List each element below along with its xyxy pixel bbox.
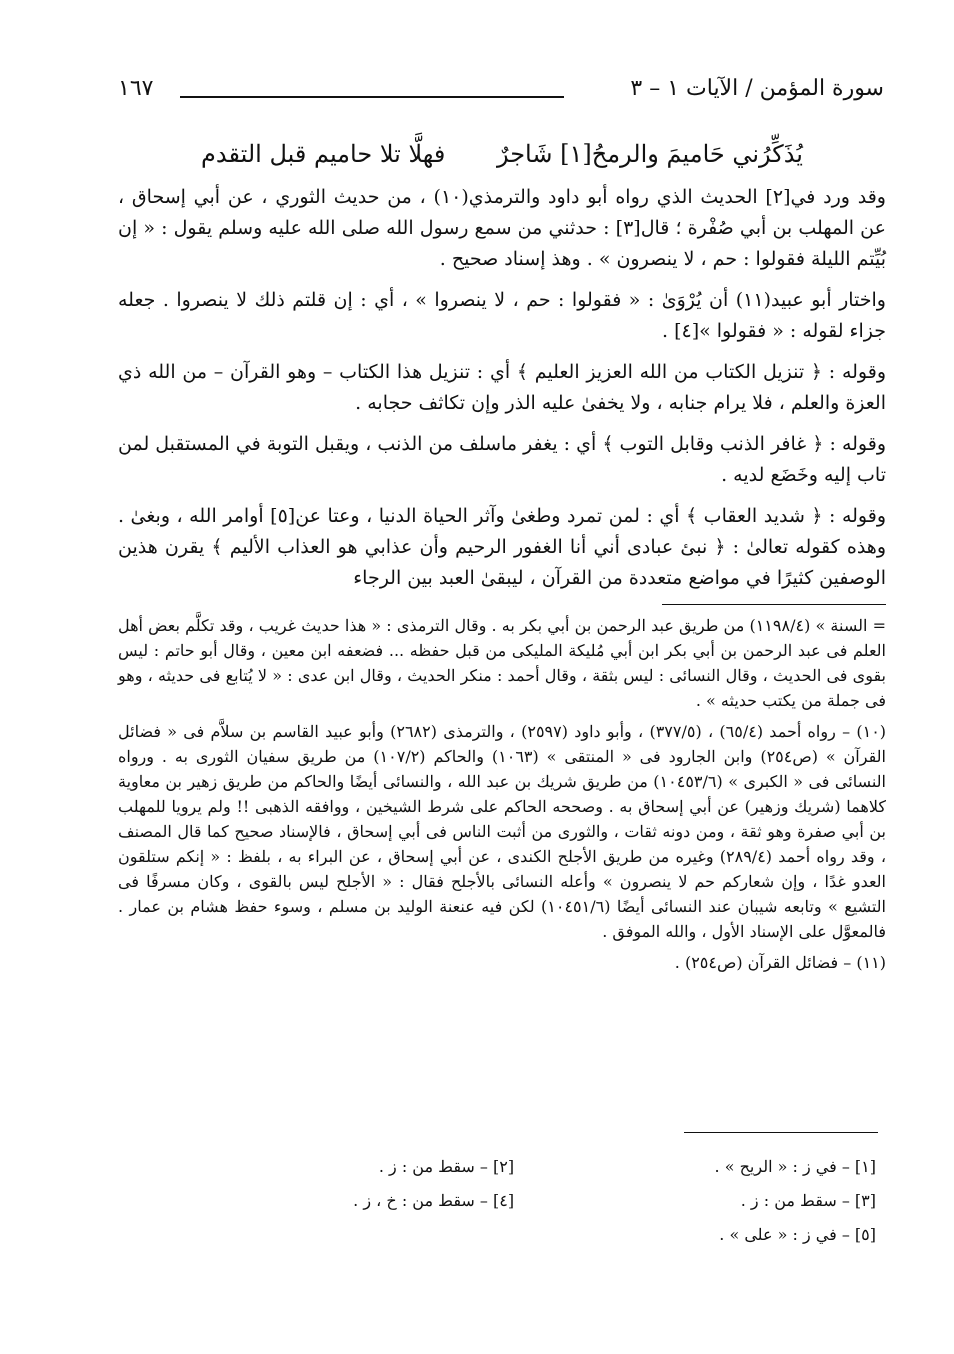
footnote-row <box>180 1184 876 1218</box>
paragraph-shadid: وقوله : ﴿ شديد العقاب ﴾ أي : لمن تمرد وطغىٰ وآثر الحياة الدنيا ، وعتا عن[٥] أوامر الله ، وبغىٰ . وهذه كقوله تعالىٰ : ﴿ نبئ عبادى أني أنا الغفور الرحيم وأن عذابي هو العذاب الأليم ﴾ يقرن هذين الوصفين كثيرًا في مواضع متعددة من القرآن ، ليبقىٰ العبد بين الرجاء <box>118 505 887 589</box>
paragraph-tanzil: وقوله : ﴿ تنزيل الكتاب من الله العزيز العليم ﴾ أي : تنزيل هذا الكتاب – وهو القرآن – من الله ذي العزة والعلم ، فلا يرام جنابه ، ولا يخفىٰ عليه الذر وإن تكاثف حجابه . <box>118 361 887 414</box>
notes-separator <box>662 604 886 605</box>
footnote-1: [١] – في ز : « الريح » . <box>714 1157 876 1176</box>
poetry-verse <box>118 130 886 178</box>
footnote-3: [٣] – سقط من : ز . <box>740 1191 876 1210</box>
footnote-5: [٥] – في ز : « على » . <box>719 1225 876 1244</box>
main-text <box>118 130 886 981</box>
paragraph-hadith: وقد ورد في[٢] الحديث الذي رواه أبو داود والترمذي(١٠) ، من حديث الثوري ، عن أبي إسحاق ، عن المهلب بن أبي صُفْرة ؛ قال[٣] : حدثني من سمع رسول الله صلى الله عليه وسلم يقول : « إن بُيِّتم الليلة فقولوا : حم ، لا ينصرون » . وهذ إسناد صحيح . <box>118 186 886 270</box>
footnote-empty <box>180 1218 514 1252</box>
verse-hemistich-2: فهلَّا تلا حاميم قبل التقدم <box>201 140 446 168</box>
note-continued: = السنة » (١١٩٨/٤) من طريق عبد الرحمن بن أبي بكر به . وقال الترمذى : « هذا حديث غريب ، وقد تكلَّم بعض أهل العلم فى عبد الرحمن بن أبي بكر ابن أبي مُليكة المليكى من قبل حفظه ... فضعفه ابن معين ، وقال أبو حاتم : ليس بقوى فى الحديث ، وقال النسائى : ليس بثقة ، وقال أحمد : منكر الحديث ، وقال ابن عدى : « لا يُتابع فى حديثه ، وهو فى جملة من يكتب حديثه » . <box>118 616 886 710</box>
footnote-2: [٢] – سقط من : ز . <box>378 1157 515 1176</box>
surah-title: سورة المؤمن / الآيات ١ – ٣ <box>630 76 884 101</box>
paragraph-ghafir: وقوله : ﴿ غافر الذنب وقابل التوب ﴾ أي : يغفر ماسلف من الذنب ، ويقبل التوبة في المستقبل لمن تاب إليه وخَضَع لديه . <box>118 433 886 486</box>
header-rule <box>180 96 564 98</box>
editorial-footnotes <box>180 1150 876 1252</box>
note-11: (١١) – فضائل القرآن (ص٢٥٤) . <box>674 953 886 972</box>
footnotes-rule <box>684 1132 878 1133</box>
footnote-row <box>180 1218 876 1252</box>
running-header <box>118 76 884 116</box>
page-number: ١٦٧ <box>118 76 154 101</box>
paragraph-abu-ubaid: واختار أبو عبيد(١١) أن يُرْوَىٰ : « فقولوا : حم ، لا ينصروا » ، أي : إن قلتم ذلك لا ينصروا . جعله جزاء لقوله : « فقولوا »[٤] . <box>118 289 886 342</box>
note-10: (١٠) – رواه أحمد (٦٥/٤) ، (٣٧٧/٥) ، وأبو داود (٢٥٩٧) ، والترمذى (٢٦٨٢) وأبو عبيد القاسم بن سلاَّم فى « فضائل القرآن » (ص٢٥٤) وابن الجارود فى « المنتقى » (١٠٦٣) والحاكم (١٠٧/٢) من طريق سفيان الثورى به . ورواه النسائى فى « الكبرى » (١٠٤٥٣/٦) من طريق شريك بن عبد الله ، والنسائى أيضًا والحاكم من طريق زهير بن معاوية كلاهما (شريك وزهير) عن أبي إسحاق به . وصححه الحاكم على شرط الشيخين ، ووافقه الذهبى !! ولم يرويا للمهلب بن أبي صفرة وهو ثقة ، ومن دونه ثقات ، والثورى من أثبت الناس فى أبي إسحاق ، فالإسناد صحيح كما قال المصنف ، وقد رواه أحمد (٢٨٩/٤) وغيره من طريق الأجلح الكندى ، عن أبي إسحاق ، عن البراء به ، بلفظ : « إنكم ستلقون العدو غدًا ، وإن شعاركم حم لا ينصرون » وأعله النسائى بالأجلح فقال : « الأجلح ليس بالقوى ، وكان مسرفًا فى التشيع » وتابعه شيبان عند النسائى أيضًا (١٠٤٥١/٦) لكن فيه عنعنة الوليد بن مسلم ، وسوء حفظ هشام بن عمار . فالمعوَّل على الإسناد الأول ، والله الموفق . <box>118 722 887 941</box>
verse-hemistich-1: يُذَكِّرُني حَاميمَ والرمحُ[١] شَاجرٌ <box>496 140 803 168</box>
footnote-4: [٤] – سقط من : خ ، ز . <box>353 1191 515 1210</box>
footnote-row <box>180 1150 876 1184</box>
